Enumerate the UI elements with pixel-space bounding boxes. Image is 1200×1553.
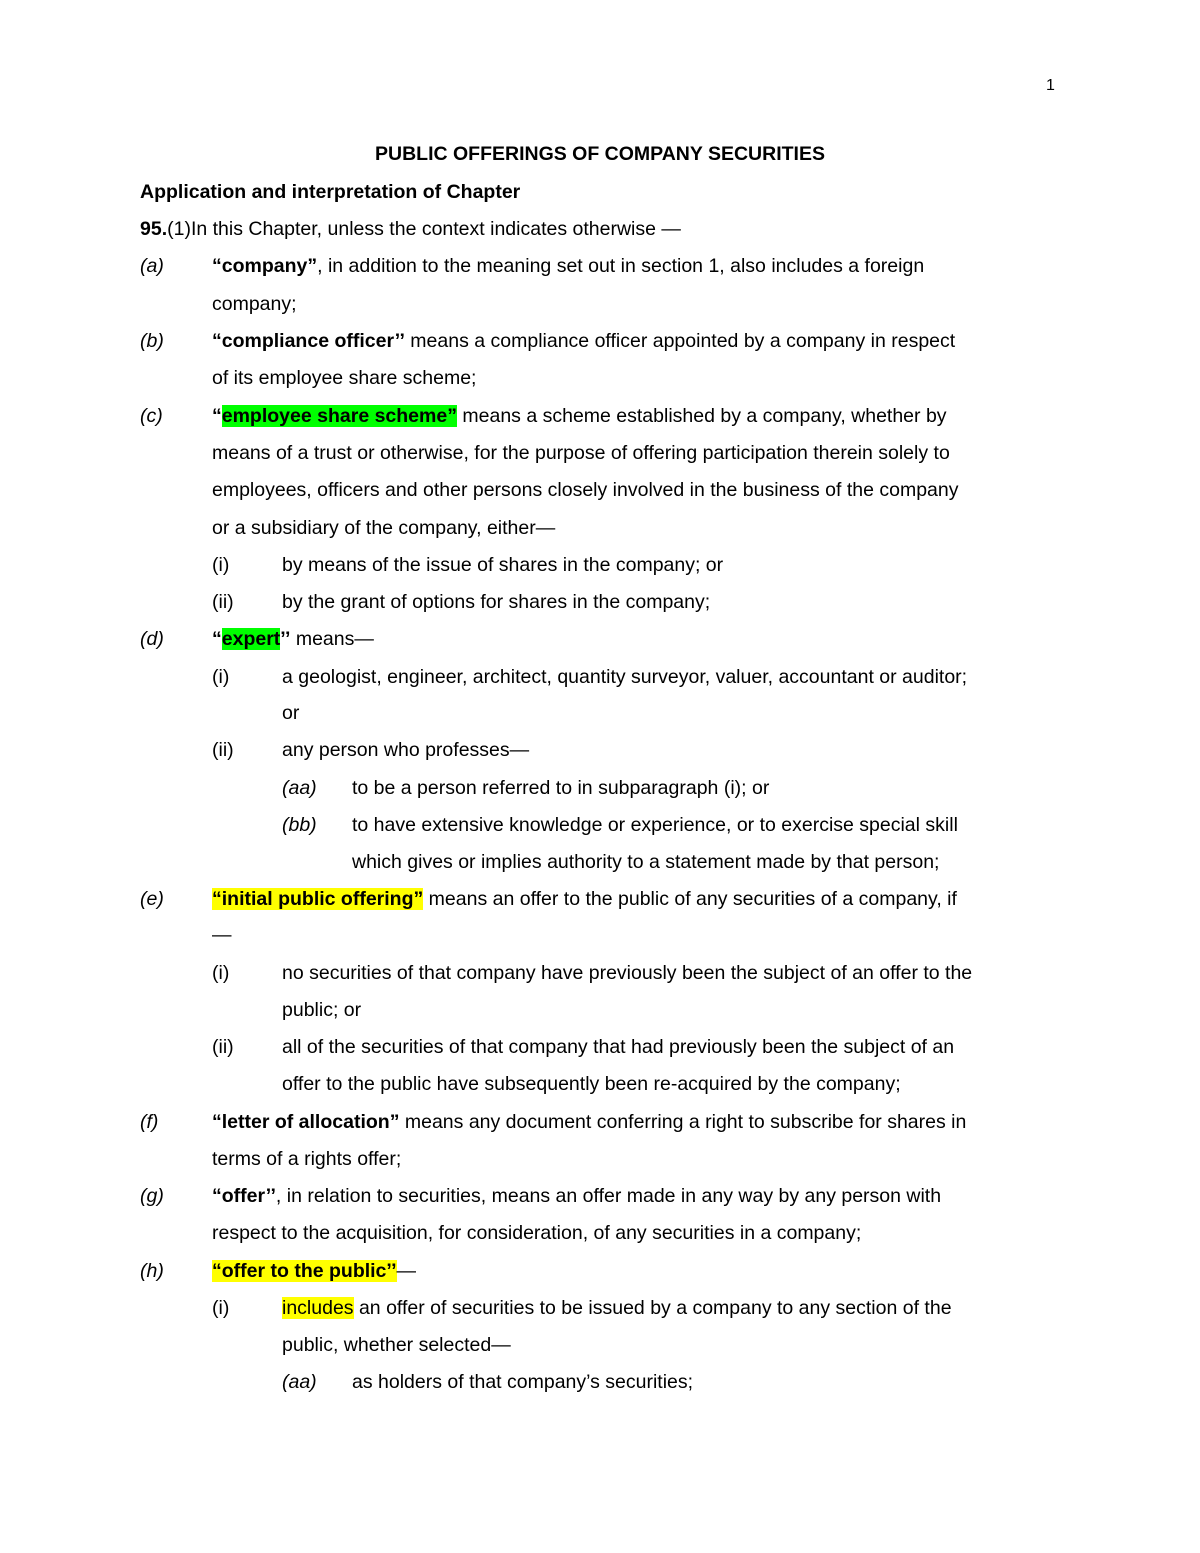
- item-label: (ii): [212, 591, 234, 613]
- definition-label-c: (c): [140, 405, 163, 427]
- definition-d-line1: [212, 627, 374, 651]
- quote-open-d: “: [212, 628, 222, 650]
- definition-d-text: means—: [290, 628, 374, 650]
- definition-label-a: (a): [140, 255, 164, 277]
- highlight-includes: includes: [282, 1297, 354, 1319]
- definition-label-d: (d): [140, 628, 164, 650]
- definition-label-e: (e): [140, 888, 164, 910]
- subitem-text: to have extensive knowledge or experience, or to exercise special skill: [352, 814, 958, 836]
- subitem-label: (aa): [282, 1371, 317, 1393]
- definition-g-text: , in relation to securities, means an offer made in any way by any person with: [275, 1185, 942, 1207]
- item-text-cont: offer to the public have subsequently been re-acquired by the company;: [282, 1073, 901, 1095]
- item-label: (ii): [212, 1036, 234, 1058]
- item-text: all of the securities of that company that had previously been the subject of an: [282, 1036, 955, 1058]
- subitem-text: to be a person referred to in subparagraph (i); or: [352, 777, 770, 799]
- subitem-text-cont: which gives or implies authority to a statement made by that person;: [352, 851, 940, 873]
- item-text: a geologist, engineer, architect, quantity surveyor, valuer, accountant or auditor;: [282, 666, 968, 688]
- definition-a-line2: company;: [212, 293, 297, 315]
- item-label: (i): [212, 1297, 230, 1319]
- section-heading: Application and interpretation of Chapter: [140, 181, 521, 203]
- definition-label-g: (g): [140, 1185, 164, 1207]
- term-company: “company”: [212, 255, 318, 277]
- definition-b-line2: of its employee share scheme;: [212, 367, 477, 389]
- definition-f-text: means any document conferring a right to subscribe for shares in: [399, 1111, 967, 1133]
- item-text-rest: an offer of securities to be issued by a company to any section of the: [353, 1297, 952, 1319]
- subsection-text: (1)In this Chapter, unless the context indicates otherwise —: [167, 218, 681, 240]
- item-text: no securities of that company have previously been the subject of an offer to the: [282, 962, 973, 984]
- quote-open-c: “: [212, 405, 222, 427]
- definition-c-line1: [212, 404, 947, 428]
- definition-b-line1: [212, 329, 955, 353]
- definition-label-b: (b): [140, 330, 164, 352]
- page-number: 1: [1046, 77, 1055, 94]
- section-number: 95.: [140, 218, 168, 240]
- definition-c-line4: or a subsidiary of the company, either—: [212, 517, 556, 539]
- definition-a-line1: [212, 254, 924, 278]
- subitem-label: (bb): [282, 814, 317, 836]
- item-text-cont: public; or: [282, 999, 362, 1021]
- term-compliance-officer: “compliance officer’’: [212, 330, 405, 352]
- definition-label-h: (h): [140, 1260, 164, 1282]
- definition-label-f: (f): [140, 1111, 159, 1133]
- definition-c-line3: employees, officers and other persons closely involved in the business of the company: [212, 479, 959, 501]
- definition-e-text: means an offer to the public of any securities of a company, if: [423, 888, 957, 910]
- item-text-cont: public, whether selected—: [282, 1334, 511, 1356]
- definition-c-line2: means of a trust or otherwise, for the purpose of offering participation therein solely to: [212, 442, 950, 464]
- subitem-text: as holders of that company’s securities;: [352, 1371, 694, 1393]
- item-text-cont: or: [282, 702, 300, 724]
- term-expert: expert: [221, 628, 281, 650]
- item-text: [282, 1296, 952, 1320]
- definition-f-line1: [212, 1110, 966, 1134]
- term-employee-share-scheme: employee share scheme”: [221, 405, 457, 427]
- term-offer-to-the-public: “offer to the public’’: [212, 1260, 397, 1282]
- definition-h-text: —: [396, 1260, 417, 1282]
- item-label: (i): [212, 962, 230, 984]
- item-label: (i): [212, 554, 230, 576]
- definition-b-text: means a compliance officer appointed by a company in respect: [404, 330, 956, 352]
- definition-a-text: , in addition to the meaning set out in section 1, also includes a foreign: [317, 255, 925, 277]
- intro-line: [140, 217, 681, 241]
- quote-close-d: ’’: [280, 628, 291, 650]
- document-title: PUBLIC OFFERINGS OF COMPANY SECURITIES: [375, 143, 825, 165]
- definition-g-line1: [212, 1184, 941, 1208]
- definition-e-line1: [212, 887, 957, 911]
- definition-f-line2: terms of a rights offer;: [212, 1148, 402, 1170]
- item-text: any person who professes—: [282, 739, 530, 761]
- item-text: by the grant of options for shares in the company;: [282, 591, 711, 613]
- term-offer: “offer’’: [212, 1185, 276, 1207]
- definition-c-text: means a scheme established by a company, whether by: [456, 405, 947, 427]
- definition-h-line1: [212, 1259, 416, 1283]
- item-label: (ii): [212, 739, 234, 761]
- term-initial-public-offering: “initial public offering”: [212, 888, 424, 910]
- definition-e-line2: —: [212, 924, 232, 946]
- item-label: (i): [212, 666, 230, 688]
- definition-g-line2: respect to the acquisition, for consideration, of any securities in a company;: [212, 1222, 862, 1244]
- item-text: by means of the issue of shares in the company; or: [282, 554, 724, 576]
- subitem-label: (aa): [282, 777, 317, 799]
- term-letter-of-allocation: “letter of allocation”: [212, 1111, 400, 1133]
